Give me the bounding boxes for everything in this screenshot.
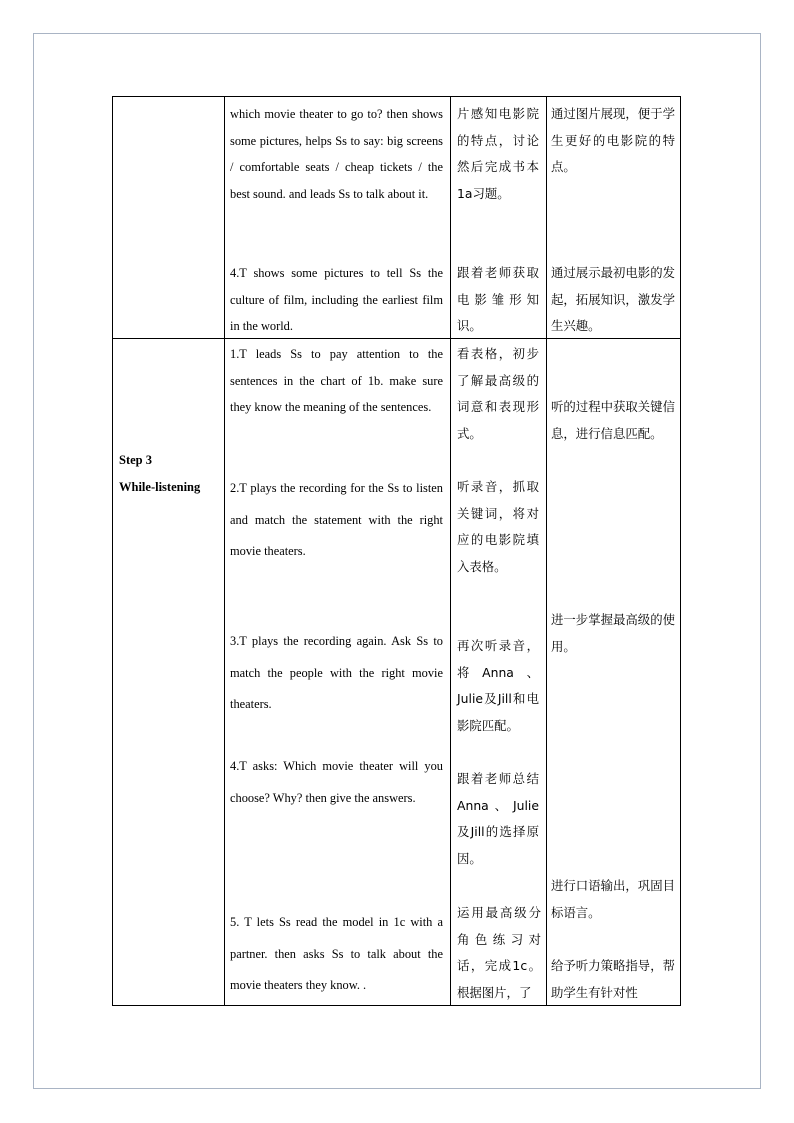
row1-student-activity-4: 跟着老师获取电影雏形知识。	[457, 265, 539, 334]
lesson-plan-table	[112, 96, 681, 1006]
row2-purpose-4: 给予听力策略指导，帮助学生有针对性	[551, 958, 675, 1000]
table-border-right	[680, 96, 681, 1006]
row1-purpose-3: 通过图片展现，便于学生更好的电影院的特点。	[551, 106, 675, 175]
row2-student-activity-3: 再次听录音，将Anna、Julie及Jill和电影院匹配。	[457, 638, 539, 733]
table-divider-3	[546, 96, 547, 1006]
table-border-left	[112, 96, 113, 1006]
row2-procedure-2: 2.T plays the recording for the Ss to listen and match the statement with the right movie theaters.	[230, 481, 443, 558]
row2-student-activity-4: 跟着老师总结Anna、Julie及Jill的选择原因。	[457, 771, 539, 866]
table-border-bottom	[112, 1005, 681, 1006]
row1-student-activity-3: 片感知电影院的特点，讨论然后完成书本1a习题。	[457, 106, 539, 201]
table-divider-1	[224, 96, 225, 1006]
table-border-top	[112, 96, 681, 97]
row1-purpose-4: 通过展示最初电影的发起，拓展知识，激发学生兴趣。	[551, 265, 675, 334]
row2-student-activity-5: 运用最高级分角色练习对话，完成1c。根据图片，了	[457, 905, 541, 1000]
row2-purpose-2: 进一步掌握最高级的使用。	[551, 612, 675, 654]
row2-purpose-3: 进行口语输出，巩固目标语言。	[551, 878, 675, 920]
row1-procedure-4: 4.T shows some pictures to tell Ss the culture of film, including the earliest film in the world.	[230, 266, 443, 334]
row2-purpose-1: 听的过程中获取关键信息，进行信息匹配。	[551, 399, 675, 441]
step-name: While-listening	[119, 480, 201, 494]
row2-procedure-4: 4.T asks: Which movie theater will you choose? Why? then give the answers.	[230, 759, 443, 805]
row2-procedure-3: 3.T plays the recording again. Ask Ss to match the people with the right movie theaters.	[230, 634, 443, 711]
row2-procedure-5: 5. T lets Ss read the model in 1c with a partner. then asks Ss to talk about the movie theaters they know. .	[230, 915, 443, 992]
row2-student-activity-1: 看表格，初步了解最高级的词意和表现形式。	[457, 346, 539, 441]
table-divider-2	[450, 96, 451, 1006]
row2-procedure-1: 1.T leads Ss to pay attention to the sentences in the chart of 1b. make sure they know the meaning of the sentences.	[230, 347, 443, 415]
row2-student-activity-2: 听录音，抓取关键词，将对应的电影院填入表格。	[457, 479, 539, 574]
step-label: Step 3	[119, 453, 152, 467]
row1-procedure-3: which movie theater to go to? then shows some pictures, helps Ss to say: big screens / comfortable seats / cheap tickets / the best sound. and leads Ss to talk about it.	[230, 107, 443, 201]
